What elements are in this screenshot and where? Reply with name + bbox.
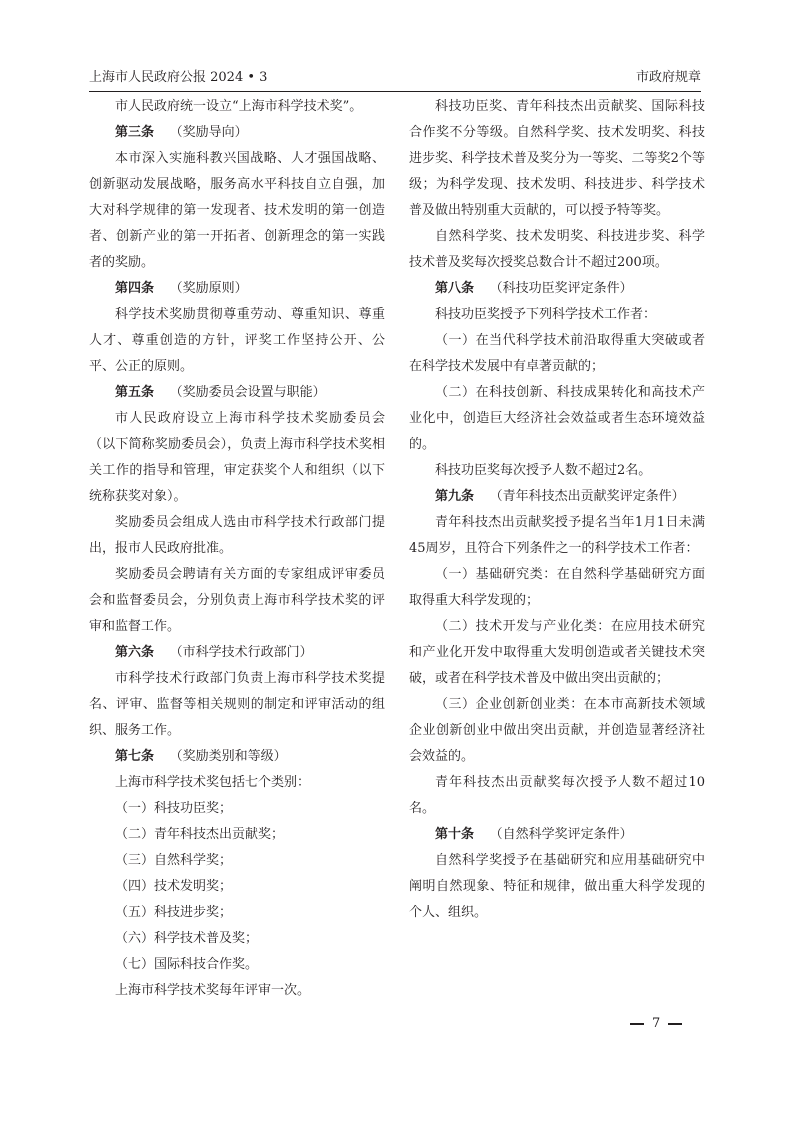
article-title: （奖励类别和等级）: [169, 749, 287, 764]
paragraph: 青年科技杰出贡献奖每次授予人数不超过10名。: [409, 775, 705, 816]
paragraph: 上海市科学技术奖包括七个类别：: [115, 775, 311, 790]
paragraph: 青年科技杰出贡献奖授予提名当年1月1日未满45周岁，且符合下列条件之一的科学技术工作者：: [409, 515, 705, 556]
paragraph: （一）基础研究类：在自然科学基础研究方面取得重大科学发现的；: [409, 567, 705, 608]
article-title: （市科学技术行政部门）: [169, 645, 313, 660]
article-label: 第四条: [115, 281, 155, 296]
paragraph: 市人民政府设立上海市科学技术奖励委员会（以下简称奖励委员会），负责上海市科学技术奖相关工作的指导和管理，审定获奖个人和组织（以下统称获奖对象）。: [89, 411, 385, 504]
journal-title: 上海市人民政府公报 2024 • 3: [89, 70, 268, 85]
paragraph: 科技功臣奖授予下列科学技术工作者：: [435, 307, 657, 322]
page-number: 7: [652, 1016, 661, 1031]
article-label: 第六条: [115, 645, 155, 660]
page-header: [89, 66, 701, 88]
article-label: 第九条: [435, 489, 475, 504]
paragraph: （二）青年科技杰出贡献奖；: [115, 827, 285, 842]
article-label: 第十条: [435, 827, 475, 842]
article-heading: [409, 484, 705, 510]
article-label: 第三条: [115, 125, 155, 140]
paragraph: 自然科学奖授予在基础研究和应用基础研究中阐明自然现象、特征和规律，做出重大科学发现的个人、组织。: [409, 853, 705, 920]
paragraph: 科技功臣奖、青年科技杰出贡献奖、国际科技合作奖不分等级。自然科学奖、技术发明奖、科技进步奖、科学技术普及奖分为一等奖、二等奖2个等级；为科学发现、技术发明、科技进步、科学技术普及做出特别重大贡献的，可以授予特等奖。: [409, 99, 705, 218]
paragraph: （五）科技进步奖；: [115, 905, 233, 920]
paragraph: 市科学技术行政部门负责上海市科学技术奖提名、评审、监督等相关规则的制定和评审活动的组织、服务工作。: [89, 671, 385, 738]
paragraph: 奖励委员会聘请有关方面的专家组成评审委员会和监督委员会，分别负责上海市科学技术奖的评审和监督工作。: [89, 567, 385, 634]
paragraph: 本市深入实施科教兴国战略、人才强国战略、创新驱动发展战略，服务高水平科技自立自强，加大对科学规律的第一发现者、技术发明的第一创造者、创新产业的第一开拓者、创新理念的第一实践者的奖励。: [89, 151, 385, 270]
article-heading: [409, 276, 705, 302]
right-column: [409, 94, 705, 926]
article-label: 第八条: [435, 281, 475, 296]
article-title: （奖励原则）: [169, 281, 248, 296]
paragraph: （二）技术开发与产业化类：在应用技术研究和产业化开发中取得重大发明创造或者关键技术突破，或者在科学技术普及中做出突出贡献的；: [409, 619, 705, 686]
paragraph: 科技功臣奖每次授予人数不超过2名。: [435, 463, 652, 478]
article-heading: [409, 822, 705, 848]
paragraph: （一）科技功臣奖；: [115, 801, 233, 816]
paragraph: （三）企业创新创业类：在本市高新技术领域企业创新创业中做出突出贡献，并创造显著经济社会效益的。: [409, 697, 705, 764]
paragraph: （四）技术发明奖；: [115, 879, 233, 894]
paragraph: 市人民政府统一设立“上海市科学技术奖”。: [115, 99, 363, 114]
article-title: （奖励委员会设置与职能）: [169, 385, 326, 400]
page-footer: [630, 1016, 710, 1031]
header-rule: [89, 91, 701, 92]
article-title: （科技功臣奖评定条件）: [489, 281, 633, 296]
dash-right: [668, 1023, 682, 1025]
dash-left: [630, 1023, 644, 1025]
article-heading: [89, 120, 385, 146]
paragraph: 奖励委员会组成人选由市科学技术行政部门提出，报市人民政府批准。: [89, 515, 385, 556]
paragraph: （二）在科技创新、科技成果转化和高技术产业化中，创造巨大经济社会效益或者生态环境效益的。: [409, 385, 705, 452]
article-label: 第五条: [115, 385, 155, 400]
article-label: 第七条: [115, 749, 155, 764]
article-title: （自然科学奖评定条件）: [489, 827, 633, 842]
article-heading: [89, 744, 385, 770]
paragraph: 上海市科学技术奖每年评审一次。: [115, 983, 311, 998]
paragraph: 科学技术奖励贯彻尊重劳动、尊重知识、尊重人才、尊重创造的方针，评奖工作坚持公开、公平、公正的原则。: [89, 307, 385, 374]
left-column: [89, 94, 385, 1004]
paragraph: （三）自然科学奖；: [115, 853, 233, 868]
article-title: （奖励导向）: [169, 125, 248, 140]
article-heading: [89, 276, 385, 302]
article-heading: [89, 640, 385, 666]
section-title: 市政府规章: [635, 70, 701, 85]
article-title: （青年科技杰出贡献奖评定条件）: [489, 489, 685, 504]
paragraph: （七）国际科技合作奖。: [115, 957, 259, 972]
paragraph: （一）在当代科学技术前沿取得重大突破或者在科学技术发展中有卓著贡献的；: [409, 333, 705, 374]
paragraph: 自然科学奖、技术发明奖、科技进步奖、科学技术普及奖每次授奖总数合计不超过200项。: [409, 229, 705, 270]
paragraph: （六）科学技术普及奖；: [115, 931, 259, 946]
article-heading: [89, 380, 385, 406]
